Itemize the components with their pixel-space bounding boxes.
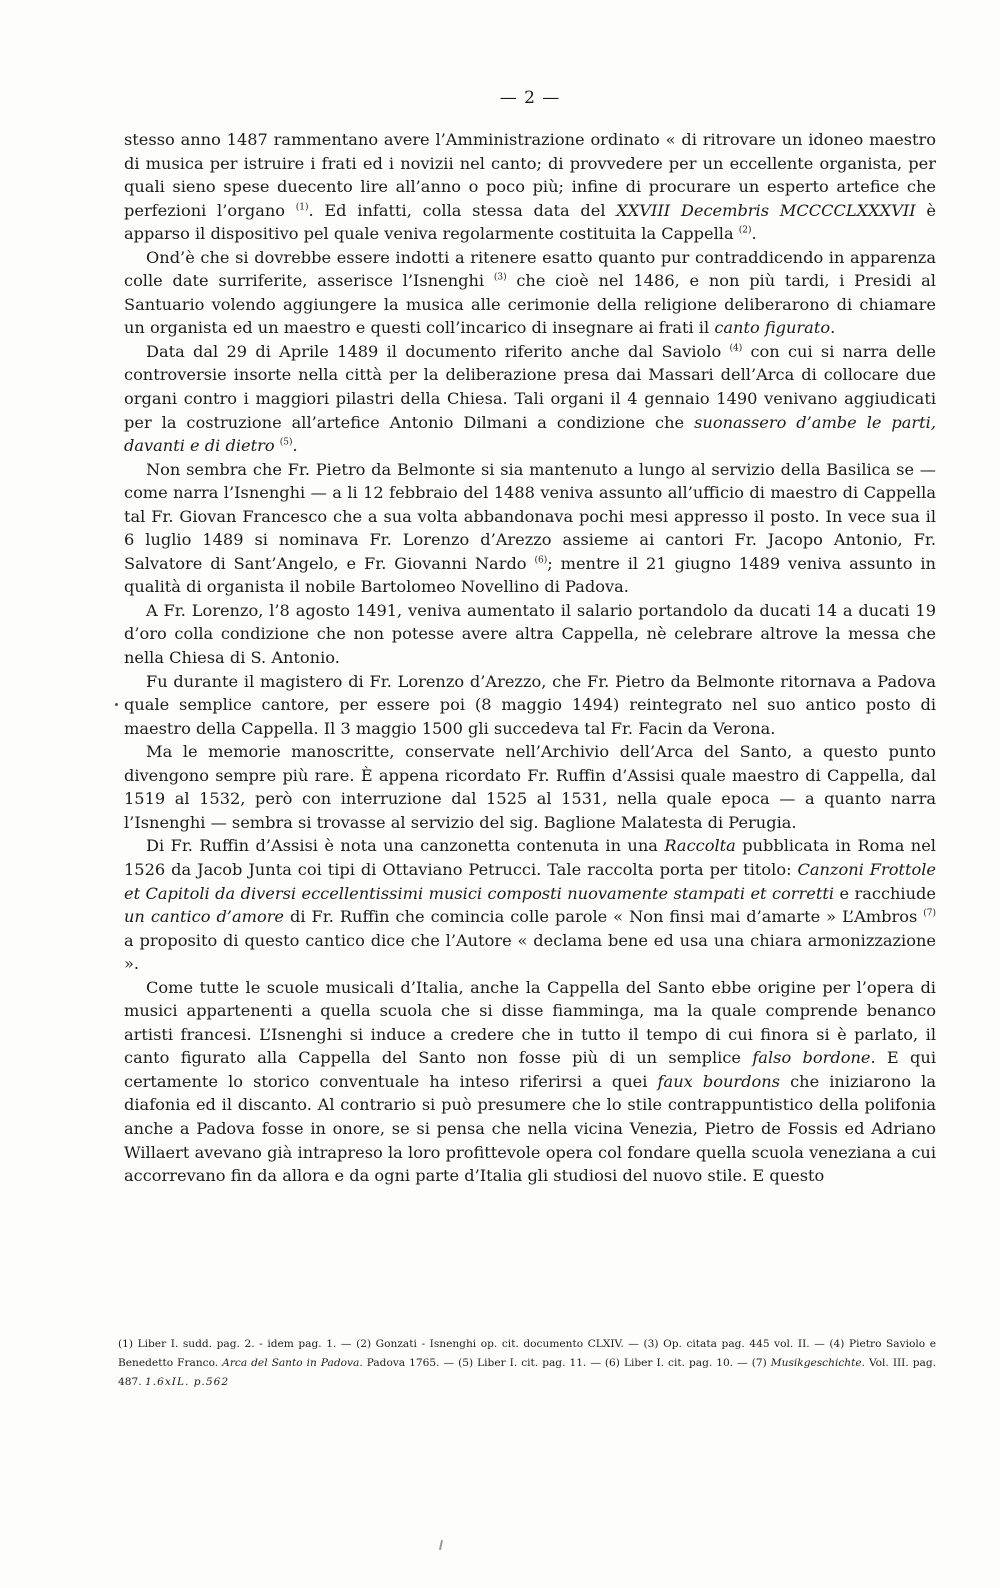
italic-text: falso bordone xyxy=(752,1048,871,1068)
footnote-ref: (2) xyxy=(738,225,752,236)
footnote-ref: (5) xyxy=(279,437,293,448)
italic-text: Musikgeschichte xyxy=(770,1357,862,1369)
text-run: . xyxy=(830,318,836,338)
italic-text: XXVIII Decembris MCCCCLXXXVII xyxy=(616,200,916,220)
text-run: di Fr. Ruffin che comincia colle parole « Non finsi mai d’amarte » L’Ambros xyxy=(284,907,924,927)
italic-text: un cantico d’amore xyxy=(124,907,285,927)
text-run: . Ed infatti, colla stessa data del xyxy=(308,200,617,220)
italic-text: faux bourdons xyxy=(657,1071,780,1091)
footnote-ref: (3) xyxy=(493,272,507,283)
paragraph-9 xyxy=(124,976,936,1188)
italic-text: suonassero d’ambe le parti, davanti e di dietro xyxy=(124,412,936,456)
footnote-text xyxy=(118,1335,936,1392)
handwritten-annotation: 1.6xIL. p.562 xyxy=(144,1376,230,1388)
stray-pencil-mark xyxy=(439,1540,443,1550)
paragraph-4 xyxy=(124,458,936,599)
paragraph-1 xyxy=(124,128,936,246)
text-run: stesso anno 1487 rammentano avere l’Amministrazione ordinato « di ritrovare un idoneo maestro di musica per istruire i frati ed i novizii nel canto; di provvedere per un eccellente organista, per quali sieno spese duecento lire all’anno o poco più; infine di procurare un esperto artefice che perfezioni l’organo xyxy=(124,130,936,220)
text-run: con cui si narra delle controversie insorte nella città per la deliberazione presa dai Massari dell’Arca di collocare due organi contro i maggiori pilastri della Chiesa. Tali organi il 4 gennaio 1490 venivano aggiudicati per la costruzione all’artefice Antonio Dilmani a condizione che xyxy=(124,341,936,432)
italic-text: Raccolta xyxy=(664,836,736,856)
text-run: pubblicata in Roma nel 1526 da Jacob Junta coi tipi di Ottaviano Petrucci. Tale raccolta porta per titolo: xyxy=(124,836,936,879)
footnotes xyxy=(118,1335,936,1392)
page-number: — 2 — xyxy=(499,88,561,108)
footnote-ref: (4) xyxy=(729,343,743,354)
paragraph-8 xyxy=(124,834,936,975)
text-run: Data dal 29 di Aprile 1489 il documento riferito anche dal Saviolo xyxy=(146,341,730,361)
text-run: Come tutte le scuole musicali d’Italia, anche la Cappella del Santo ebbe origine per l’opera di musici appartenenti a quella scuola che si disse fiamminga, ma la quale comprende benanco artisti francesi. L’Isnenghi si induce a credere che in tutto il tempo di cui finora si è parlato, il canto figurato alla Cappella del Santo non fosse più di un semplice xyxy=(124,977,936,1068)
text-run: è apparso il dispositivo pel quale veniva regolarmente costituita la Cappella xyxy=(124,200,936,244)
paragraph-7 xyxy=(124,740,936,834)
text-run: Di Fr. Ruffin d’Assisi è nota una canzonetta contenuta in una xyxy=(146,836,665,856)
text-run: . Padova 1765. — (5) Liber I. cit. pag. 11. — (6) Liber I. cit. pag. 10. — (7) xyxy=(359,1357,771,1369)
text-run: . xyxy=(292,436,298,456)
footnote-ref: (1) xyxy=(295,202,309,213)
italic-text: canto figurato xyxy=(714,318,831,338)
body-text xyxy=(124,128,936,1188)
text-run: (1) Liber I. sudd. pag. 2. - idem pag. 1. — (2) Gonzati - Isnenghi op. cit. documento CLXIV. — (3) Op. citata pag. 445 vol. II. — (4) Pietro Saviolo e Benedetto Franco. xyxy=(118,1338,936,1369)
text-run: Ma le memorie manoscritte, conservate nell’Archivio dell’Arca del Santo, a questo punto divengono sempre più rare. È appena ricordato Fr. Ruffin d’Assisi quale maestro di Cappella, dal 1519 al 1532, però con interruzione dal 1525 al 1531, nella quale epoca — a quanto narra l’Isnenghi — sembra si trovasse al servizio del sig. Baglione Malatesta di Perugia. xyxy=(124,742,936,832)
paragraph-3 xyxy=(124,340,936,458)
text-run: . xyxy=(751,224,757,244)
italic-text: Canzoni Frottole et Capitoli da diversi eccellentissimi musici composti nuovamente stampati et corretti xyxy=(124,859,936,903)
paragraph-6 xyxy=(124,670,936,741)
text-run: Ond’è che si dovrebbe essere indotti a ritenere esatto quanto pur contraddicendo in apparenza colle date surriferite, asserisce l’Isnenghi xyxy=(124,247,936,291)
text-run: a proposito di questo cantico dice che l’Autore « declama bene ed usa una chiara armonizzazione ». xyxy=(124,930,936,974)
footnote-ref: (6) xyxy=(534,555,548,566)
text-run: . E qui certamente lo storico conventuale ha inteso riferirsi a quei xyxy=(124,1048,936,1091)
text-run: e racchiude xyxy=(834,883,936,903)
text-run: che cioè nel 1486, e non più tardi, i Presidi al Santuario volendo aggiungere la musica alle cerimonie della religione deliberarono di chiamare un organista ed un maestro e questi coll’incarico di insegnare ai frati il xyxy=(124,271,936,338)
text-run: Fu durante il magistero di Fr. Lorenzo d’Arezzo, che Fr. Pietro da Belmonte ritornava a Padova quale semplice cantore, per essere poi (8 maggio 1494) reintegrato nel suo antico posto di maestro della Cappella. Il 3 maggio 1500 gli succedeva tal Fr. Facin da Verona. xyxy=(124,671,936,738)
italic-text: Arca del Santo in Padova xyxy=(222,1357,360,1369)
margin-dot xyxy=(115,703,118,706)
text-run: A Fr. Lorenzo, l’8 agosto 1491, veniva aumentato il salario portandolo da ducati 14 a ducati 19 d’oro colla condizione che non potesse avere altra Cappella, nè celebrare altrove la messa che nella Chiesa di S. Antonio. xyxy=(124,600,936,668)
text-run: ; mentre il 21 giugno 1489 veniva assunto in qualità di organista il nobile Bartolomeo Novellino di Padova. xyxy=(124,553,936,597)
footnote-ref: (7) xyxy=(923,908,937,919)
text-run: . Vol. III. pag. 487. xyxy=(118,1357,937,1388)
paragraph-2 xyxy=(124,246,936,340)
text-run: Non sembra che Fr. Pietro da Belmonte si sia mantenuto a lungo al servizio della Basilica se — come narra l’Isnenghi — a li 12 febbraio del 1488 veniva assunto all’ufficio di maestro di Cappella tal Fr. Giovan Francesco che a sua volta abbandonava pochi mesi appresso il posto. In vece sua il 6 luglio 1489 si nominava Fr. Lorenzo d’Arezzo assieme ai cantori Fr. Jacopo Antonio, Fr. Salvatore di Sant’Angelo, e Fr. Giovanni Nardo xyxy=(124,459,936,573)
paragraph-5 xyxy=(124,599,936,670)
text-run: che iniziarono la diafonia ed il discanto. Al contrario si può presumere che lo stile contrappuntistico della polifonia anche a Padova fosse in onore, se si pensa che nella vicina Venezia, Pietro de Fossis ed Adriano Willaert avevano già intrapreso la loro profittevole opera col fondare quella scuola veneziana a cui accorrevano fin da allora e da ogni parte d’Italia gli studiosi del nuovo stile. E questo xyxy=(124,1071,936,1186)
